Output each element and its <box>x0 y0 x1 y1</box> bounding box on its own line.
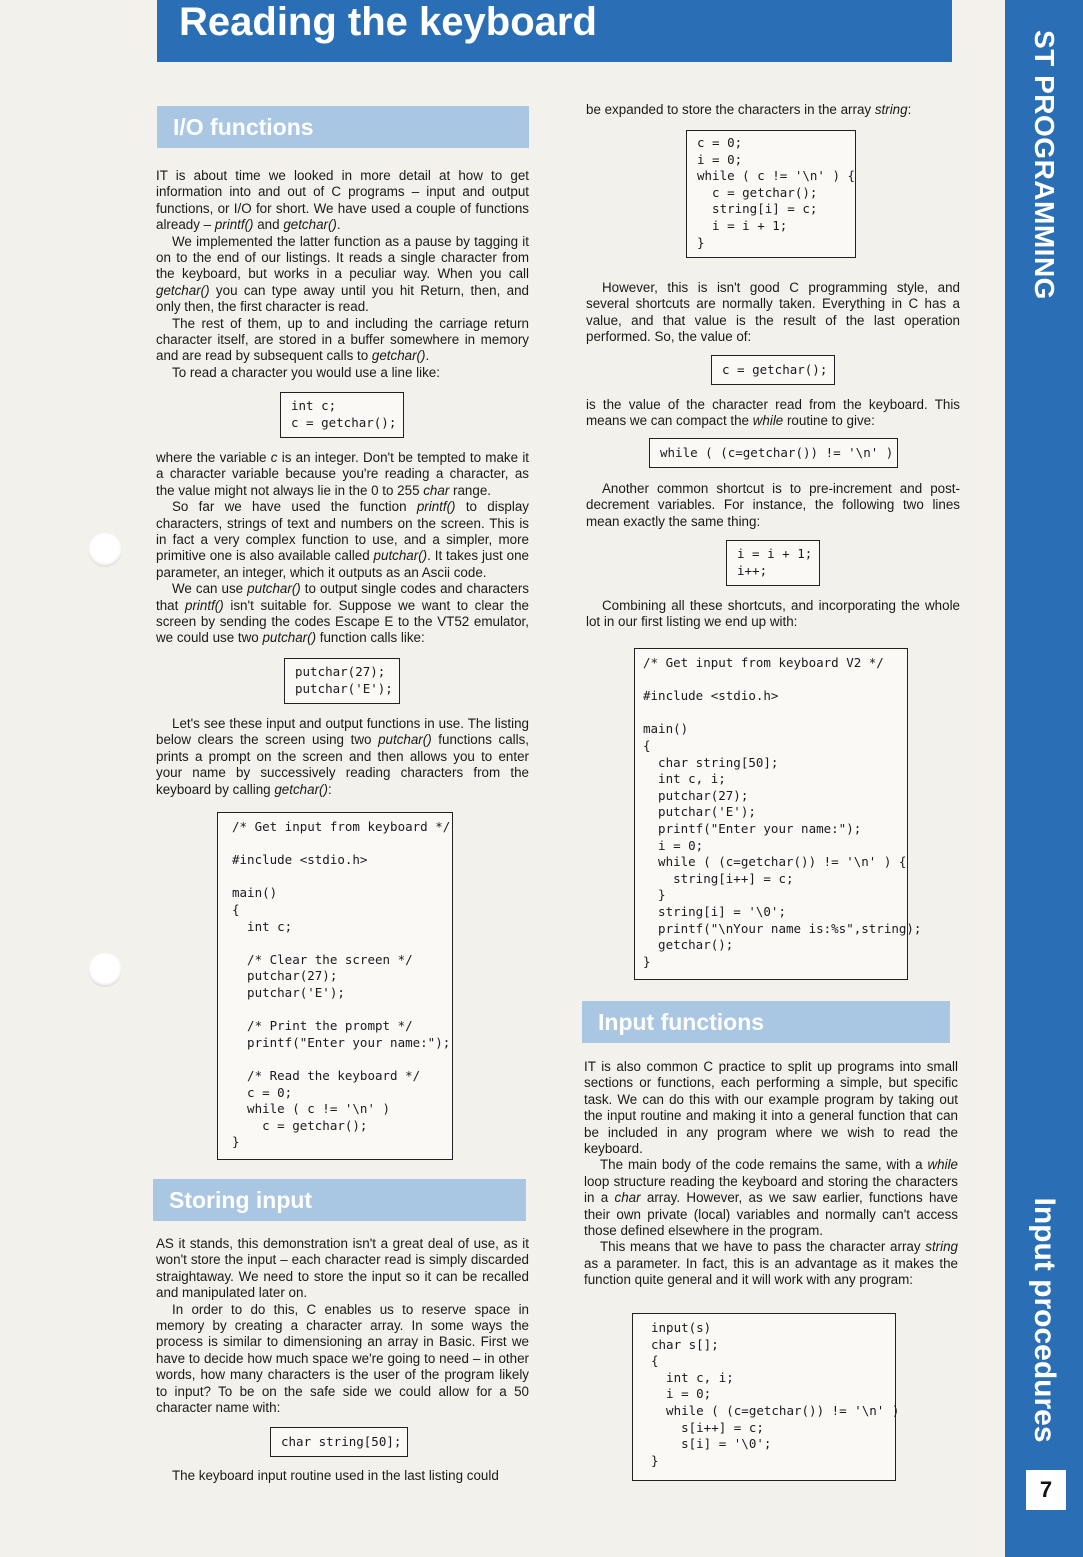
body-text <box>586 481 960 530</box>
intro-text <box>156 168 529 381</box>
binder-hole-icon <box>88 953 122 987</box>
paragraph: This means that we have to pass the character array string as a parameter. In fact, this is an advantage as it makes the function quite general and it will work with any program: <box>584 1239 958 1288</box>
paragraph: IT is about time we looked in more detail at how to get information into and out of C programs – input and output functions, or I/O for short. We have used a couple of functions already – printf() and getchar(). <box>156 168 529 233</box>
series-label: ST PROGRAMMING <box>1029 30 1060 300</box>
body-text <box>586 102 960 118</box>
paragraph: Another common shortcut is to pre-increment and post-decrement variables. For instance, the following two lines mean exactly the same thing: <box>586 481 960 529</box>
section-heading-input: Input functions <box>582 1001 950 1043</box>
paragraph: IT is also common C practice to split up programs into small sections or functions, each performing a simple, but specific task. We can do this with our example program by taking out the input routine and making it into a general function that can be included in any program where we wish to read the keyboard. <box>584 1059 958 1157</box>
section-heading-io: I/O functions <box>157 106 529 148</box>
body-text <box>584 1059 958 1289</box>
paragraph: be expanded to store the characters in the array string: <box>586 102 912 117</box>
paragraph: AS it stands, this demonstration isn't a great deal of use, as it won't store the input – each character read is simply discarded straightaway. We need to store the input so it can be recalled and manipulated later on. <box>156 1236 529 1301</box>
paragraph: where the variable c is an integer. Don't be tempted to make it a character variable because you're reading a character, as the value might not always lie in the 0 to 255 char range. <box>156 450 530 498</box>
paragraph: So far we have used the function printf() to display characters, strings of text and numbers on the screen. This is in fact a very complex function to use, and a simpler, more primitive one is also available called putchar(). It takes just one parameter, an integer, which it outputs as an Ascii code. <box>156 499 529 580</box>
paragraph: To read a character you would use a line like: <box>172 364 440 380</box>
paragraph: The rest of them, up to and including the carriage return character itself, are stored in a buffer somewhere in memory and are read by subsequent calls to getchar(). <box>156 315 529 364</box>
body-text <box>156 716 529 798</box>
code-snippet: char string[50]; <box>270 1427 408 1457</box>
code-listing: input(s) char s[]; { int c, i; i = 0; while ( (c=getchar()) != '\n' ) s[i++] = c; s[i] = '\0'; } <box>632 1313 896 1481</box>
body-text <box>586 397 960 430</box>
code-listing: /* Get input from keyboard */ #include <stdio.h> main() { int c; /* Clear the screen */ putchar(27); putchar('E'); /* Print the prompt */ printf("Enter your name:"); /* Read the keyboard */ c = 0; while ( c != '\n' ) c = getchar(); } <box>217 812 453 1160</box>
paragraph: Let's see these input and output functions in use. The listing below clears the screen using two putchar() functions calls, prints a prompt on the screen and then allows you to enter your name by successively reading characters from the keyboard by calling getchar(): <box>156 716 530 797</box>
page-number: 7 <box>1026 1470 1066 1510</box>
section-heading-storing: Storing input <box>153 1179 526 1221</box>
paragraph: The main body of the code remains the same, with a while loop structure reading the keyboard and storing the characters in a char array. However, as we saw earlier, functions have their own private (local) variables and normally can't access those defined elsewhere in the program. <box>584 1157 958 1239</box>
body-text <box>586 280 960 346</box>
code-snippet: int c; c = getchar(); <box>280 392 404 438</box>
body-text <box>156 450 529 647</box>
body-text <box>586 598 960 631</box>
code-snippet: c = getchar(); <box>711 355 835 385</box>
binder-hole-icon <box>88 533 122 567</box>
paragraph: However, this is isn't good C programming style, and several shortcuts are normally taken. Everything in C has a value, and that value is the result of the last operation performed. So, the value of: <box>586 280 960 345</box>
code-snippet: i = i + 1; i++; <box>726 540 820 586</box>
paragraph: We can use putchar() to output single codes and characters that printf() isn't suitable for. Suppose we want to clear the screen by sending the codes Escape E to the VT52 emulator, we could use two putchar() function calls like: <box>156 581 530 646</box>
chapter-label: Input procedures <box>1028 1197 1061 1443</box>
paragraph: Combining all these shortcuts, and incorporating the whole lot in our first listing we end up with: <box>586 598 960 630</box>
body-text <box>156 1468 529 1484</box>
code-snippet: putchar(27); putchar('E'); <box>284 658 400 704</box>
page-title: Reading the keyboard <box>157 0 952 62</box>
code-listing: /* Get input from keyboard V2 */ #include <stdio.h> main() { char string[50]; int c, i; putchar(27); putchar('E'); printf("Enter your name:"); i = 0; while ( (c=getchar()) != '\n' ) { string[i++] = c; } string[i] = '\0'; printf("\nYour name is:%s",string); getchar(); } <box>634 648 908 980</box>
body-text <box>156 1236 529 1416</box>
paragraph: The keyboard input routine used in the last listing could <box>172 1468 499 1483</box>
code-snippet: while ( (c=getchar()) != '\n' ) <box>649 438 898 468</box>
paragraph: is the value of the character read from the keyboard. This means we can compact the while routine to give: <box>586 397 960 429</box>
paragraph: We implemented the latter function as a pause by tagging it on to the end of our listings. It reads a single character from the keyboard, but works in a peculiar way. When you call getchar() you can type away until you hit Return, then, and only then, the first character is read. <box>156 233 529 315</box>
paragraph: In order to do this, C enables us to reserve space in memory by creating a character array. In some ways the process is similar to dimensioning an array in Basic. First we have to decide how much space we're going to need – in other words, how many characters is the user of the program likely to input? To be on the safe side we could allow for a 50 character name with: <box>156 1301 529 1416</box>
code-snippet: c = 0; i = 0; while ( c != '\n' ) { c = getchar(); string[i] = c; i = i + 1; } <box>686 130 856 258</box>
